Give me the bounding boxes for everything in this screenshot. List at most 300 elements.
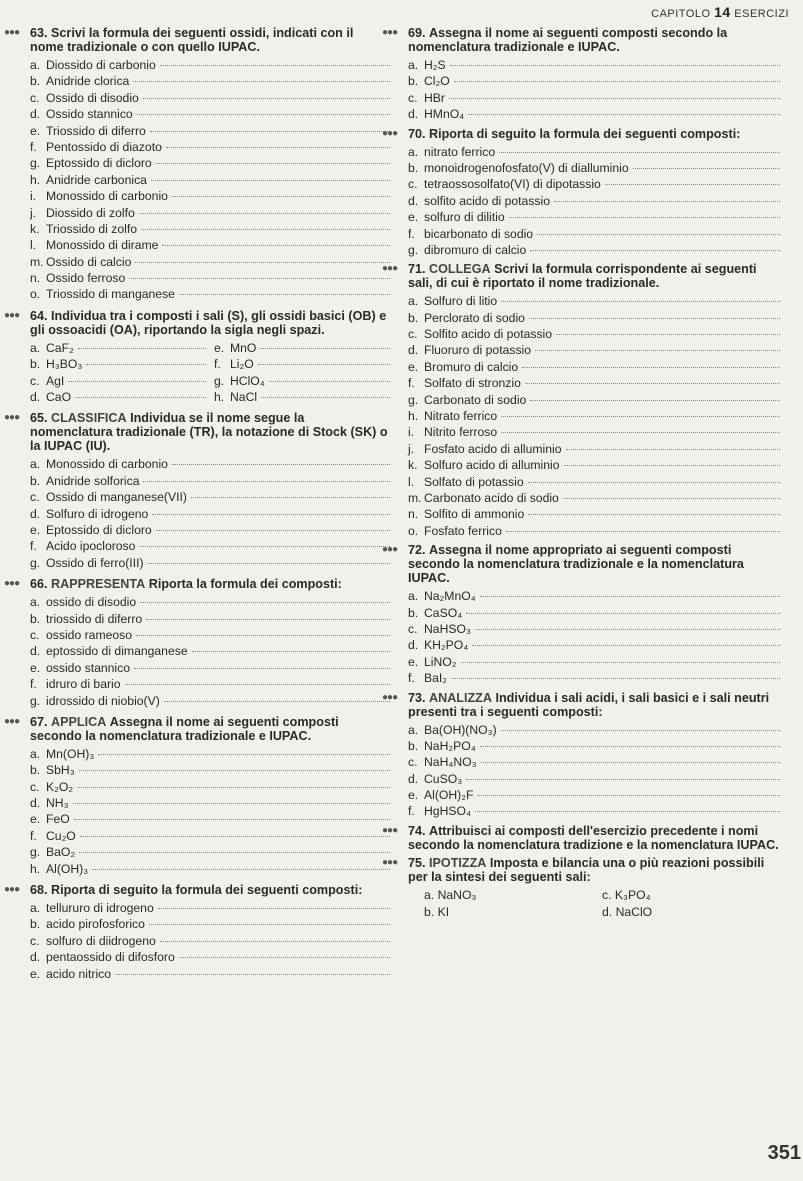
item-label: d. — [30, 506, 41, 521]
item-list — [408, 57, 780, 123]
list-item — [602, 904, 780, 921]
item-text: CaSO₄ — [424, 605, 463, 620]
item-label: f. — [30, 828, 37, 843]
list-item — [408, 242, 780, 258]
answer-line[interactable] — [115, 974, 390, 975]
item-label: a. — [30, 340, 41, 355]
answer-line[interactable] — [509, 217, 780, 218]
item-label: f. — [408, 671, 415, 686]
answer-line[interactable] — [133, 81, 390, 82]
list-item — [408, 803, 780, 819]
answer-line[interactable] — [475, 811, 780, 812]
item-list — [30, 456, 390, 571]
list-item — [30, 489, 390, 505]
item-text: NaClO — [615, 904, 653, 919]
item-text: Solfuro di idrogeno — [46, 506, 149, 521]
difficulty-dots: ●●● — [382, 691, 398, 703]
item-text: H₃BO₃ — [46, 357, 83, 372]
list-item — [408, 73, 780, 89]
answer-line[interactable] — [80, 836, 390, 837]
item-label: e. — [214, 340, 225, 355]
item-label: f. — [408, 226, 415, 241]
item-label: m. — [30, 254, 44, 269]
list-item — [408, 193, 780, 209]
answer-line[interactable] — [158, 908, 390, 909]
item-label: d. — [408, 771, 419, 786]
list-item — [30, 237, 390, 253]
answer-line[interactable] — [269, 381, 390, 382]
item-text: solfuro di dilitio — [424, 210, 505, 225]
answer-line[interactable] — [172, 464, 390, 465]
answer-line[interactable] — [522, 367, 780, 368]
answer-line[interactable] — [450, 65, 780, 66]
list-item — [214, 340, 390, 356]
list-item — [30, 949, 390, 965]
answer-line[interactable] — [137, 114, 390, 115]
list-item — [30, 693, 390, 709]
answer-line[interactable] — [68, 381, 206, 382]
list-item — [30, 522, 390, 538]
answer-line[interactable] — [480, 596, 780, 597]
list-item — [408, 209, 780, 225]
item-text: Acido ipocloroso — [46, 539, 136, 554]
exercise-number: 64. — [30, 308, 48, 323]
exercise-65 — [4, 411, 390, 571]
item-label: h. — [408, 409, 419, 424]
list-item — [30, 795, 390, 811]
answer-line[interactable] — [143, 98, 390, 99]
item-text: AgI — [46, 373, 65, 388]
item-label: e. — [30, 123, 41, 138]
answer-line[interactable] — [98, 754, 390, 755]
item-text: NaCl — [230, 390, 258, 405]
item-text: Eptossido di dicloro — [46, 522, 152, 537]
list-item — [408, 90, 780, 106]
list-item — [214, 373, 390, 389]
list-item — [30, 676, 390, 692]
item-text: Fosfato ferrico — [424, 523, 502, 538]
item-text: dibromuro di calcio — [424, 242, 527, 257]
exercise-68 — [4, 883, 390, 982]
answer-line[interactable] — [525, 383, 780, 384]
item-text: Eptossido di dicloro — [46, 156, 152, 171]
exercise-title — [4, 714, 390, 743]
list-item — [408, 654, 780, 670]
exercise-keyword: IPOTIZZA — [429, 855, 487, 870]
item-text: Ossido stannico — [46, 107, 133, 122]
running-header — [651, 4, 789, 20]
item-label: c. — [30, 933, 40, 948]
list-item — [408, 754, 780, 770]
answer-line[interactable] — [261, 397, 390, 398]
difficulty-dots: ●●● — [382, 263, 398, 275]
chapter-number: 14 — [714, 4, 731, 20]
answer-line[interactable] — [86, 364, 206, 365]
list-item — [408, 637, 780, 653]
item-label: k. — [408, 458, 418, 473]
answer-line[interactable] — [139, 546, 390, 547]
item-text: monoidrogenofosfato(V) di dialluminio — [424, 160, 629, 175]
exercise-number: 73. — [408, 690, 426, 705]
item-text: HBr — [424, 90, 445, 105]
item-label: a. — [30, 746, 41, 761]
item-label: b. — [30, 917, 41, 932]
item-label: d. — [30, 796, 41, 811]
item-label: b. — [408, 74, 419, 89]
answer-line[interactable] — [179, 294, 390, 295]
item-text: idrossido di niobio(V) — [46, 693, 160, 708]
answer-line[interactable] — [530, 250, 780, 251]
list-item-pair — [408, 887, 780, 904]
item-label: l. — [30, 238, 37, 253]
exercise-69 — [382, 26, 780, 123]
item-text: Ossido di manganese(VII) — [46, 490, 187, 505]
item-text: Triossido di manganese — [46, 287, 175, 302]
left-column — [4, 26, 390, 982]
answer-line[interactable] — [135, 262, 390, 263]
answer-line[interactable] — [146, 619, 390, 620]
item-text: Ossido ferroso — [46, 271, 126, 286]
answer-line[interactable] — [143, 481, 390, 482]
item-label: d. — [30, 644, 41, 659]
item-label: d. — [408, 343, 419, 358]
item-list — [30, 900, 390, 982]
answer-line[interactable] — [468, 114, 780, 115]
item-text: Carbonato acido di sodio — [424, 490, 559, 505]
item-label: a. — [424, 887, 435, 902]
item-label: a. — [30, 901, 41, 916]
answer-line[interactable] — [77, 787, 390, 788]
item-text: CaF₂ — [46, 340, 74, 355]
item-label: a. — [408, 589, 419, 604]
list-item — [408, 326, 780, 342]
item-label: c. — [30, 490, 40, 505]
item-text: Li₂O — [230, 357, 254, 372]
answer-line[interactable] — [139, 213, 390, 214]
list-item — [214, 389, 390, 405]
answer-line[interactable] — [172, 196, 390, 197]
list-item — [30, 643, 390, 659]
list-item — [602, 887, 780, 904]
item-label: c. — [408, 327, 418, 342]
answer-line[interactable] — [134, 668, 390, 669]
list-item — [30, 844, 390, 860]
difficulty-dots: ●●● — [4, 412, 20, 424]
exercise-number: 74. — [408, 823, 426, 838]
item-text: Ossido di disodio — [46, 90, 139, 105]
answer-line[interactable] — [454, 81, 780, 82]
item-label: d. — [408, 193, 419, 208]
list-item — [30, 861, 390, 877]
list-item — [30, 456, 390, 472]
list-item — [408, 738, 780, 754]
difficulty-dots: ●●● — [4, 715, 20, 727]
answer-line[interactable] — [633, 168, 780, 169]
list-item — [30, 933, 390, 949]
item-label: a. — [408, 294, 419, 309]
item-label: e. — [408, 788, 419, 803]
answer-line[interactable] — [160, 941, 390, 942]
item-text: Monossido di dirame — [46, 238, 159, 253]
list-item — [408, 605, 780, 621]
exercise-number: 69. — [408, 26, 426, 40]
item-label: h. — [214, 390, 225, 405]
answer-line[interactable] — [451, 678, 780, 679]
list-item — [408, 670, 780, 686]
difficulty-dots: ●●● — [4, 884, 20, 896]
item-text: HgHSO₄ — [424, 804, 471, 819]
item-text: Na₂MnO₄ — [424, 589, 476, 604]
item-text: CaO — [46, 390, 72, 405]
answer-line[interactable] — [149, 924, 390, 925]
item-text: Carbonato di sodio — [424, 392, 527, 407]
exercise-title — [4, 883, 390, 898]
item-label: d. — [408, 107, 419, 122]
item-text: NaHSO₃ — [424, 621, 471, 636]
item-label: c. — [30, 90, 40, 105]
item-label: o. — [408, 523, 419, 538]
difficulty-dots: ●●● — [382, 856, 398, 868]
exercise-number: 70. — [408, 126, 426, 141]
item-list — [30, 57, 390, 303]
item-label: f. — [30, 539, 37, 554]
answer-line[interactable] — [141, 229, 390, 230]
list-item — [30, 506, 390, 522]
list-item — [30, 373, 206, 389]
answer-line[interactable] — [528, 482, 780, 483]
exercise-instructions: Individua i sali acidi, i sali basici e i sali neutri presenti tra i seguenti composti: — [408, 690, 770, 719]
list-item — [30, 286, 390, 302]
answer-line[interactable] — [554, 201, 780, 202]
item-text: Solfato di potassio — [424, 474, 524, 489]
answer-line[interactable] — [166, 147, 390, 148]
answer-line[interactable] — [481, 762, 780, 763]
answer-line[interactable] — [78, 348, 206, 349]
answer-line[interactable] — [475, 629, 780, 630]
item-label: i. — [408, 425, 415, 440]
difficulty-dots: ●●● — [4, 578, 20, 590]
exercise-instructions: Assegna il nome appropriato ai seguenti composti secondo la nomenclatura tradizionale e la nomenclatura IUPAC. — [408, 543, 744, 586]
answer-line[interactable] — [501, 301, 780, 302]
answer-line[interactable] — [466, 779, 780, 780]
list-item — [408, 457, 780, 473]
item-list — [408, 293, 780, 539]
list-item — [408, 722, 780, 738]
list-item — [408, 375, 780, 391]
answer-line[interactable] — [191, 497, 390, 498]
item-text: KI — [437, 904, 450, 919]
item-label: a. — [408, 722, 419, 737]
list-item — [30, 389, 206, 405]
exercise-keyword: RAPPRESENTA — [51, 577, 146, 592]
exercise-instructions: Assegna il nome ai seguenti composti secondo la nomenclatura tradizionale e IUPAC. — [30, 714, 339, 743]
item-label: a. — [408, 144, 419, 159]
answer-line[interactable] — [501, 730, 780, 731]
item-text: NaNO₃ — [437, 887, 477, 902]
item-label: a. — [30, 58, 41, 72]
exercise-instructions: Individua tra i composti i sali (S), gli ossidi basici (OB) e gli ossoacidi (OA), riportando la sigla negli spazi. — [30, 308, 387, 337]
answer-line[interactable] — [156, 163, 390, 164]
item-label: j. — [30, 205, 37, 220]
item-label: a. — [30, 595, 41, 610]
answer-line[interactable] — [152, 514, 390, 515]
item-label: j. — [408, 441, 415, 456]
item-label: g. — [214, 373, 225, 388]
list-item — [408, 408, 780, 424]
list-item — [30, 90, 390, 106]
exercise-72 — [382, 543, 780, 686]
list-item — [30, 660, 390, 676]
answer-line[interactable] — [480, 746, 780, 747]
list-item — [30, 473, 390, 489]
answer-line[interactable] — [461, 662, 781, 663]
answer-line[interactable] — [605, 184, 780, 185]
item-text: NaH₂PO₄ — [424, 738, 476, 753]
exercise-64 — [4, 308, 390, 406]
item-text: Ossido di ferro(III) — [46, 555, 144, 570]
exercise-keyword: ANALIZZA — [429, 690, 492, 705]
list-item — [408, 57, 780, 73]
answer-line[interactable] — [148, 563, 390, 564]
list-item — [424, 904, 602, 921]
item-label: n. — [408, 507, 419, 522]
difficulty-dots: ●●● — [382, 824, 398, 836]
answer-line[interactable] — [160, 65, 390, 66]
item-text: ossido di disodio — [46, 595, 137, 610]
answer-line[interactable] — [162, 245, 390, 246]
answer-line[interactable] — [466, 613, 780, 614]
answer-line[interactable] — [535, 350, 780, 351]
answer-line[interactable] — [563, 498, 780, 499]
list-item — [408, 310, 780, 326]
exercise-title — [382, 823, 780, 852]
list-item — [408, 490, 780, 506]
answer-line[interactable] — [151, 180, 390, 181]
item-text: Anidride carbonica — [46, 172, 147, 187]
answer-line[interactable] — [79, 770, 390, 771]
item-text: Bromuro di calcio — [424, 359, 519, 374]
exercise-title — [382, 26, 780, 54]
item-label: m. — [408, 490, 422, 505]
answer-line[interactable] — [472, 645, 780, 646]
answer-line[interactable] — [499, 152, 780, 153]
item-text: Mn(OH)₃ — [46, 746, 95, 761]
exercise-number: 71. — [408, 262, 426, 277]
item-text: Ba(OH)(NO₃) — [424, 722, 497, 737]
item-label: k. — [30, 221, 40, 236]
answer-line[interactable] — [529, 318, 780, 319]
answer-line[interactable] — [260, 348, 390, 349]
answer-line[interactable] — [506, 531, 780, 532]
item-text: Al(OH)₃ — [46, 861, 89, 876]
item-text: Solfuro acido di alluminio — [424, 458, 560, 473]
item-label: f. — [408, 804, 415, 819]
item-label: g. — [30, 693, 41, 708]
item-text: K₂O₂ — [46, 779, 74, 794]
list-item — [408, 226, 780, 242]
item-text: Fosfato acido di alluminio — [424, 441, 562, 456]
list-item — [408, 506, 780, 522]
list-item — [408, 621, 780, 637]
answer-line[interactable] — [528, 514, 780, 515]
item-label: g. — [30, 156, 41, 171]
exercise-number: 68. — [30, 883, 48, 898]
answer-line[interactable] — [150, 131, 390, 132]
item-label: g. — [30, 845, 41, 860]
item-label: b. — [408, 605, 419, 620]
exercise-title — [4, 577, 390, 592]
answer-line[interactable] — [179, 957, 390, 958]
list-item — [30, 916, 390, 932]
exercise-number: 65. — [30, 411, 48, 426]
item-text: ossido rameoso — [46, 627, 133, 642]
list-item — [408, 359, 780, 375]
answer-line[interactable] — [74, 819, 390, 820]
item-label: b. — [424, 904, 435, 919]
answer-line[interactable] — [258, 364, 390, 365]
item-list — [408, 144, 780, 259]
item-text: Pentossido di diazoto — [46, 139, 162, 154]
answer-line[interactable] — [125, 684, 390, 685]
list-item — [30, 172, 390, 188]
item-text: NaH₄NO₃ — [424, 755, 477, 770]
list-item — [30, 762, 390, 778]
answer-line[interactable] — [164, 701, 390, 702]
item-label: c. — [30, 373, 40, 388]
answer-line[interactable] — [92, 869, 390, 870]
list-item — [30, 966, 390, 982]
item-text: HClO₄ — [230, 373, 265, 388]
answer-line[interactable] — [556, 334, 780, 335]
answer-line[interactable] — [75, 397, 206, 398]
exercise-instructions: Attribuisci ai composti dell'esercizio precedente i nomi secondo la nomenclatura tradizione e la nomenclatura IUPAC. — [408, 823, 779, 852]
answer-line[interactable] — [73, 803, 390, 804]
answer-line[interactable] — [501, 416, 780, 417]
answer-line[interactable] — [537, 234, 780, 235]
item-label: b. — [30, 611, 41, 626]
item-label: a. — [408, 58, 419, 72]
answer-line[interactable] — [566, 449, 780, 450]
answer-line[interactable] — [192, 651, 390, 652]
answer-line[interactable] — [79, 852, 390, 853]
chapter-label: CAPITOLO — [651, 8, 711, 20]
answer-line[interactable] — [136, 635, 390, 636]
answer-line[interactable] — [564, 465, 781, 466]
answer-line[interactable] — [501, 432, 780, 433]
answer-line[interactable] — [140, 602, 390, 603]
item-label: b. — [30, 763, 41, 778]
item-list — [408, 722, 780, 820]
item-label: c. — [408, 90, 418, 105]
exercise-number: 67. — [30, 714, 48, 729]
list-item — [30, 627, 390, 643]
answer-line[interactable] — [477, 795, 780, 796]
list-item — [30, 123, 390, 139]
list-item — [30, 611, 390, 627]
exercise-instructions: Scrivi la formula dei seguenti ossidi, indicati con il nome tradizionale o con quello IUPAC. — [30, 26, 354, 54]
list-item — [30, 811, 390, 827]
item-text: idruro di bario — [46, 677, 121, 692]
answer-line[interactable] — [449, 98, 780, 99]
item-label: c. — [30, 779, 40, 794]
answer-line[interactable] — [129, 278, 390, 279]
item-text: BaO₂ — [46, 845, 76, 860]
answer-line[interactable] — [156, 530, 390, 531]
list-item — [30, 221, 390, 237]
list-item — [30, 779, 390, 795]
item-text: tetraossosolfato(VI) di dipotassio — [424, 177, 601, 192]
answer-line[interactable] — [530, 400, 780, 401]
